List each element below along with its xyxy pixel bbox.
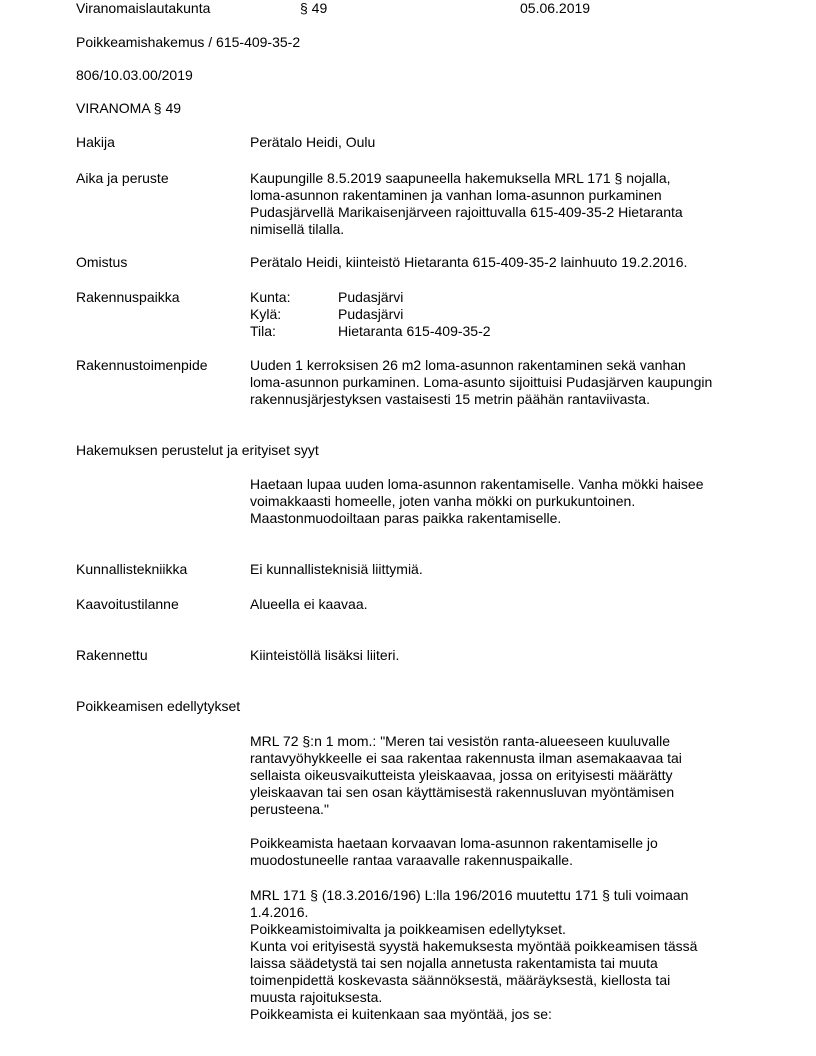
grounds-line: Haetaan lupaa uuden loma-asunnon rakentamiselle. Vanha mökki haisee xyxy=(250,476,704,492)
time-basis-line: nimisellä tilalla. xyxy=(250,221,345,237)
mrl171-line: Poikkeamista ei kuitenkaan saa myöntää, jos se: xyxy=(250,1006,552,1022)
built-label: Rakennettu xyxy=(76,647,148,663)
replacement-paragraph xyxy=(250,835,658,869)
replacement-line: Poikkeamista haetaan korvaavan loma-asunnon rakentamiselle jo xyxy=(250,835,658,851)
mrl171-line: 1.4.2016. xyxy=(250,904,309,920)
mrl72-line: MRL 72 §:n 1 mom.: "Meren tai vesistön ranta-alueeseen kuuluvalle xyxy=(250,733,670,749)
zoning-label: Kaavoitustilanne xyxy=(76,596,179,612)
mrl72-line: yleiskaavan tai sen osan käyttämisestä rakennusluvan myöntämisen xyxy=(250,784,675,800)
building-site-label: Rakennuspaikka xyxy=(76,289,180,305)
time-basis-text xyxy=(250,170,683,238)
zoning-value: Alueella ei kaavaa. xyxy=(250,596,368,612)
site-key-estate: Tila: xyxy=(250,323,276,339)
site-key-municipality: Kunta: xyxy=(250,289,291,305)
grounds-line: voimakkaasti homeelle, joten vanha mökki on purkukuntoinen. xyxy=(250,493,636,509)
site-value-municipality: Pudasjärvi xyxy=(338,289,404,305)
utilities-label: Kunnallistekniikka xyxy=(76,561,188,577)
site-key-village: Kylä: xyxy=(250,306,282,322)
utilities-value: Ei kunnallisteknisiä liittymiä. xyxy=(250,561,423,577)
time-basis-label: Aika ja peruste xyxy=(76,170,169,186)
operation-line: Uuden 1 kerroksisen 26 m2 loma-asunnon rakentaminen sekä vanhan xyxy=(250,357,686,373)
section-number: § 49 xyxy=(300,0,328,16)
record-id: 806/10.03.00/2019 xyxy=(76,67,193,83)
built-value: Kiinteistöllä lisäksi liiteri. xyxy=(250,647,400,663)
authority-section: VIRANOMA § 49 xyxy=(76,100,182,116)
operation-line: rakennusjärjestyksen vastaisesti 15 metrin päähän rantaviivasta. xyxy=(250,391,650,407)
replacement-line: muodostuneelle rantaa varaavalle rakennuspaikalle. xyxy=(250,852,573,868)
mrl72-paragraph xyxy=(250,733,682,818)
applicant-label: Hakija xyxy=(76,134,115,150)
mrl171-line: Poikkeamistoimivalta ja poikkeamisen edellytykset. xyxy=(250,921,566,937)
mrl171-paragraph xyxy=(250,887,697,1023)
meeting-date: 05.06.2019 xyxy=(520,0,591,16)
mrl171-line: MRL 171 § (18.3.2016/196) L:lla 196/2016 muutettu 171 § tuli voimaan xyxy=(250,887,689,903)
mrl171-line: laissa säädetystä tai sen nojalla annetusta rakentamista tai muuta xyxy=(250,955,658,971)
mrl171-line: toimenpidettä koskevasta säännöksestä, määräyksestä, kiellosta tai xyxy=(250,972,671,988)
ownership-label: Omistus xyxy=(76,254,128,270)
grounds-line: Maastonmuodoiltaan paras paikka rakentamiselle. xyxy=(250,510,562,526)
time-basis-line: Pudasjärvellä Marikaisenjärveen rajoittuvalla 615-409-35-2 Hietaranta xyxy=(250,204,683,220)
time-basis-line: loma-asunnon rakentaminen ja vanhan loma-asunnon purkaminen xyxy=(250,187,662,203)
mrl72-line: perusteena." xyxy=(250,801,329,817)
ownership-value: Perätalo Heidi, kiinteistö Hietaranta 615-409-35-2 lainhuuto 19.2.2016. xyxy=(250,254,688,270)
building-operation-label: Rakennustoimenpide xyxy=(76,357,208,373)
application-grounds-text xyxy=(250,476,703,527)
site-value-estate: Hietaranta 615-409-35-2 xyxy=(338,323,491,339)
mrl171-line: muusta rajoituksesta. xyxy=(250,989,383,1005)
mrl72-line: rantavyöhykkeelle ei saa rakentaa rakennusta ilman asemakaavaa tai xyxy=(250,750,682,766)
board-name: Viranomaislautakunta xyxy=(76,0,211,16)
building-operation-text xyxy=(250,357,712,408)
mrl72-line: sellaista oikeusvaikutteista yleiskaavaa, jossa on erityisesti määrätty xyxy=(250,767,673,783)
time-basis-line: Kaupungille 8.5.2019 saapuneella hakemuksella MRL 171 § nojalla, xyxy=(250,170,671,186)
operation-line: loma-asunnon purkaminen. Loma-asunto sijoittuisi Pudasjärven kaupungin xyxy=(250,374,713,390)
exemption-conditions-heading: Poikkeamisen edellytykset xyxy=(76,698,241,714)
document-subject: Poikkeamishakemus / 615-409-35-2 xyxy=(76,34,301,50)
mrl171-line: Kunta voi erityisestä syystä hakemuksesta myöntää poikkeamisen tässä xyxy=(250,938,698,954)
applicant-value: Perätalo Heidi, Oulu xyxy=(250,134,376,150)
application-grounds-heading: Hakemuksen perustelut ja erityiset syyt xyxy=(76,442,319,458)
site-value-village: Pudasjärvi xyxy=(338,306,404,322)
